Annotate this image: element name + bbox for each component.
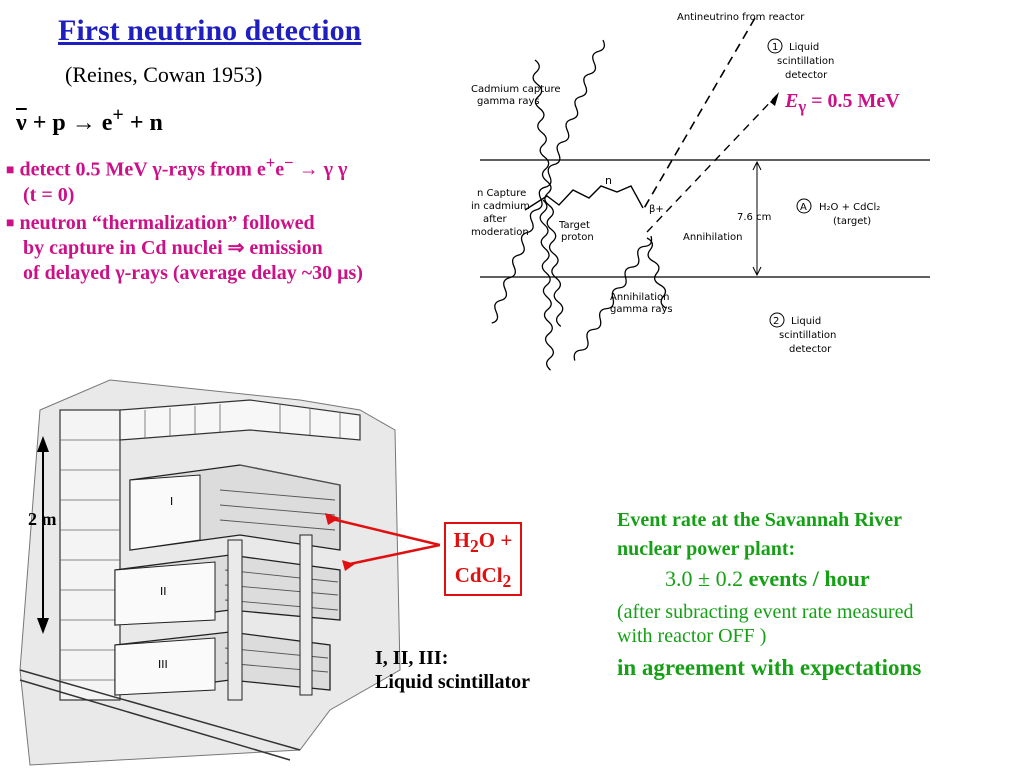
cadmium-capture-label: Cadmium capture [471,84,561,95]
caption-line: I, II, III: [375,647,449,669]
bullet-line: of delayed γ-rays (average delay ~30 μs) [23,262,363,284]
energy-value: = 0.5 MeV [806,90,900,112]
antineutrino-symbol: $\overline{\nu}$ [16,110,27,136]
annihilation-gamma-label: Annihilation [610,292,670,303]
reaction-equation [16,104,163,137]
reaction-part-c: + n [123,110,163,136]
box-text: CdCl [454,563,503,588]
bullet-text: e [275,158,285,181]
apparatus-illustration [0,370,440,768]
bullet-line: (t = 0) [23,183,75,206]
target-composition-box [444,522,522,596]
gamma-arrowhead [770,92,779,106]
beta-label: β+ [649,204,664,215]
cadmium-capture-label-2: gamma rays [477,96,540,107]
tank-three-label: III [158,658,168,671]
detection-diagram [455,0,935,390]
tank-one-label: I [170,495,174,508]
annihilation-label: Annihilation [683,232,743,243]
caption-line: Liquid scintillator [375,671,531,693]
energy-symbol: E [785,90,799,112]
rate-line: Event rate at the Savannah River [617,509,902,531]
detector1-label: Liquid [789,42,820,53]
gamma-energy-label [785,90,900,117]
note-line: with reactor OFF ) [617,625,767,647]
scintillator-caption [375,646,530,694]
note-line: (after subracting event rate measured [617,601,914,623]
tank-two-label: II [160,585,167,598]
antineutrino-path [643,18,755,210]
page-title: First neutrino detection [58,14,362,47]
rate-number: 3.0 ± 0.2 [665,566,744,591]
reaction-part-b: e [95,110,113,136]
bullet-square-icon: ■ [6,216,15,231]
box-sub: 2 [470,536,479,557]
neutron-label: n [605,174,612,187]
detector1-number: 1 [772,42,779,53]
bullet-detect [6,150,347,208]
box-text: O + [478,528,513,552]
bullet-sup: − [284,153,294,172]
bullet-neutron [6,211,363,286]
page-subtitle: (Reines, Cowan 1953) [65,62,263,87]
bullet-text: detect 0.5 MeV γ-rays from e [19,158,266,181]
thickness-label: 7.6 cm [737,212,772,223]
detector2-number: 2 [773,316,780,327]
target-label-2: (target) [833,216,872,227]
arrow-icon: → [71,110,96,136]
reaction-part-a: + p [26,110,72,136]
n-capture-label-3: after [483,214,507,225]
box-text: H [453,528,471,552]
target-letter: A [800,202,807,213]
brick-wall-left [60,410,120,700]
neutron-path [525,186,643,210]
energy-subscript: γ [798,97,807,116]
target-label: H₂O + CdCl₂ [819,202,881,213]
bullet-text: → γ γ [293,158,348,181]
rate-unit: events / hour [743,566,870,591]
n-capture-label-2: in cadmium [471,201,530,212]
tank-one-face [130,475,200,550]
agreement-statement: in agreement with expectations [617,655,922,680]
height-label: 2 m [28,509,57,529]
background-note [617,600,914,648]
support-post [228,540,242,700]
n-capture-label-4: moderation [471,227,529,238]
event-rate-heading [617,506,902,564]
target-proton-label: Target [559,220,590,231]
detector1-label-2: scintillation [777,56,835,67]
detector1-label-3: detector [785,70,828,81]
n-capture-label: n Capture [477,188,527,199]
bullet-square-icon: ■ [6,162,15,178]
positron-sup: + [112,104,124,126]
box-sub: 2 [502,571,512,592]
target-proton-label-2: proton [561,232,594,243]
support-post [300,535,312,695]
detector2-label-3: detector [789,344,832,355]
bullet-line: by capture in Cd nuclei ⇒ emission [23,237,323,259]
detector2-label-2: scintillation [779,330,837,341]
annihilation-gamma-label-2: gamma rays [610,304,673,315]
bullet-sup: + [265,153,276,172]
event-rate-value [665,566,870,592]
detector2-label: Liquid [791,316,822,327]
bullet-text: neutron “thermalization” followed [19,212,315,234]
rate-line: nuclear power plant: [617,538,796,560]
antineutrino-label: Antineutrino from reactor [677,12,805,23]
